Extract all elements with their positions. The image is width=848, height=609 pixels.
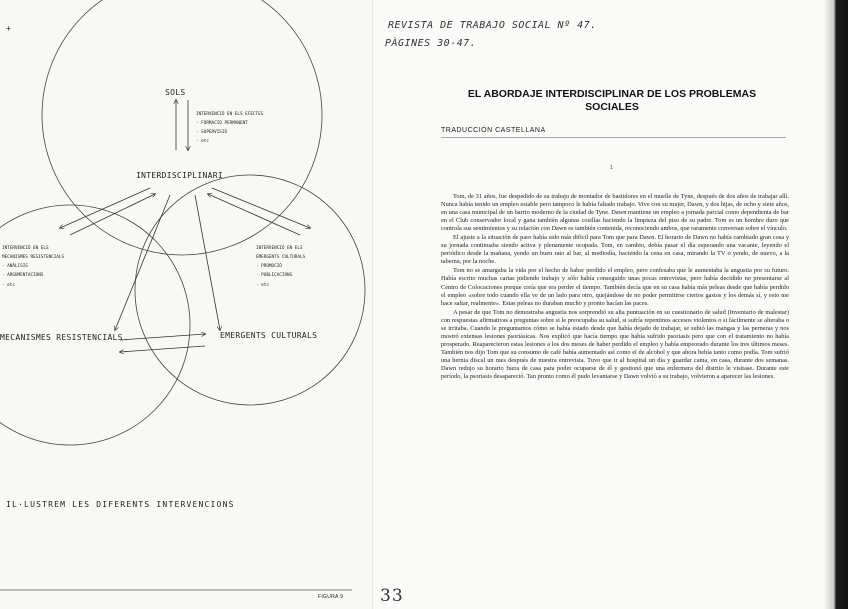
right-circle — [135, 175, 365, 405]
arrow-right-left — [120, 346, 205, 352]
arrow-center-down-right — [195, 195, 220, 330]
left-intervention-list — [2, 246, 64, 292]
top-list-item: INTERVENCIÓ EN ELS EFECTES — [196, 112, 264, 117]
venn-diagram — [0, 0, 372, 609]
arrow-center-right — [212, 188, 310, 228]
top-list-item: · SUPERVISIÓ — [196, 130, 228, 136]
body-paragraph: Tom, de 31 años, fue despedido de su trabajo de montador de bastidores en el muelle de Tyne, después de dos años de trabajar allí. Nunca había tenido un empleo estable pero tampoco le había faltado trabajo. Vive con su mujer, Dawn, y dos hijas, de ocho y siete años, en una casa municipal de un barrio moderno de la ciudad de Tyne. Dawn mantiene un empleo a jornada parcial como dependienta de bar en el Club conservador local y gana también algunas cosillas haciendo la limpieza del piso de su padre. Tom es un hombre duro que controla sus sentimientos y su relación con Dawn es también contenida, reconociendo ambos, que raramente conversan sobre el vínculo. — [441, 193, 789, 233]
right-list-item: · etc — [256, 282, 269, 288]
right-list-item: · PROMOCIÓ — [256, 264, 282, 270]
left-list-item: · ANÀLISIS — [2, 264, 28, 270]
arrow-right-center — [208, 194, 300, 235]
article-title: EL ABORDAJE INTERDISCIPLINAR DE LOS PROBLEMAS SOCIALES — [467, 88, 757, 114]
left-list-item: · ARGUMENTACIONS — [2, 273, 44, 279]
section-divider — [441, 137, 786, 138]
right-intervention-list — [256, 246, 305, 292]
figure-top-mark: + — [6, 24, 12, 33]
figure-caption: IL·LUSTREM LES DIFERENTS INTERVENCIONS — [6, 500, 235, 509]
translation-note: TRADUCCIÓN CASTELLANA — [441, 127, 546, 134]
left-list-item: MECANISMES RESISTENCIALS — [2, 255, 65, 261]
handwritten-journal-title: REVISTA DE TRABAJO SOCIAL Nº 47. — [388, 20, 597, 31]
figura-label: FIGURA 9 — [318, 594, 344, 600]
top-intervention-list — [196, 112, 263, 149]
right-list-item: · PUBLICACIONS — [256, 273, 293, 279]
body-paragraph: Tom no se amargaba la vida por el hecho de haber perdido el empleo, pero confesaba que le aumentaba la angustia por su futuro. Había escrito muchas cartas pidiendo trabajo y sólo había conseguido unas pocas entrevistas, pero había decidido no presentarse al Centro de Colocaciones porque creía que era perder el tiempo. También decía que en su casa había más peleas desde que había perdido el empleo «sobre todo cuando ella ve de un lado para otro, quejándose de no poder permitirse ciertos gastos y los demás sí, y esto me hace saltar, realmente». Estas peleas no duraban mucho y pronto hacían las paces. — [441, 267, 789, 307]
node-left-label: MECANISMES RESISTENCIALS — [0, 333, 123, 342]
top-list-item: · FORMACIÓ PERMANENT — [196, 121, 248, 127]
arrow-center-left — [60, 188, 150, 228]
right-list-item: EMERGENTS CULTURALS — [256, 255, 306, 261]
node-right-label: EMERGENTS CULTURALS — [220, 331, 318, 340]
handwritten-page-number: 33 — [380, 586, 404, 606]
top-circle — [42, 0, 322, 255]
top-list-item: · etc — [196, 139, 209, 145]
node-top-label: SOLS — [165, 88, 186, 97]
arrow-left-right — [120, 334, 205, 340]
left-list-item: · etc — [2, 282, 15, 288]
article-body — [441, 193, 789, 598]
left-circle — [0, 205, 190, 445]
arrow-center-down-left — [115, 195, 170, 330]
handwritten-pages: PÀGINES 30-47. — [385, 38, 477, 49]
body-paragraph: A pesar de que Tom no demostraba angustia nos sorprendió su alta puntuación en su cuestionario de salud (Inventario de malestar) con respuestas afirmativas a preguntas sobre si le preocupaba su salud, si sufría repentinos accesos violentos o si fácilmente se alteraba o se irritaba. Cuando le preguntamos cómo se había estado desde que había dejado de trabajar, se subió las mangas y las perneras y nos mostró extensas lesiones psoriásicas. Nos explicó que hacía tiempo que había sufrido psoriasis pero que con el tratamiento no había prosperado. Reaparecieron estas lesiones a los dos meses de haber perdido el empleo y había empeorado durante los tres últimos meses. También nos dijo Tom que su consumo de café había aumentado así como el de alcohol y que ahora bebía tanto como podía. Tom sufrió una hernia discal un mes después de nuestra entrevista. Tuvo que ir al hospital un día y guardar cama, en casa, durante dos semanas. Dawn redujo su horario fuera de casa para poder ocuparse de él y gestionó que una enfermera del distrito le visitase. Durante este período, la psoriasis desapareció. Tan pronto como él pudo levantarse y Dawn volvió a su trabajo, volvieron a aparecer las lesiones. — [441, 308, 789, 381]
page-edge-shadow — [824, 0, 848, 609]
section-number: 1 — [610, 165, 613, 171]
right-list-item: INTERVENCIÓ EN ELS — [256, 246, 303, 251]
body-paragraph: El ajuste a la situación de paro había sido más difícil para Tom que para Dawn. El horario de Dawn no había cambiado gran cosa y su jornada continuaba siendo activa y plenamente ocupada. Tom, en cambio, debía pasar el día esperando una vacante, leyendo el periódico desde la mañana, yendo un buen rato al bar, al mediodía, haciendo la cena en casa, mirando la TV o yendo, de nuevo, a la taberna, por la noche. — [441, 234, 789, 266]
left-list-item: INTERVENCIÓ EN ELS — [2, 246, 49, 251]
node-center-label: INTERDISCIPLINARI — [136, 171, 223, 180]
